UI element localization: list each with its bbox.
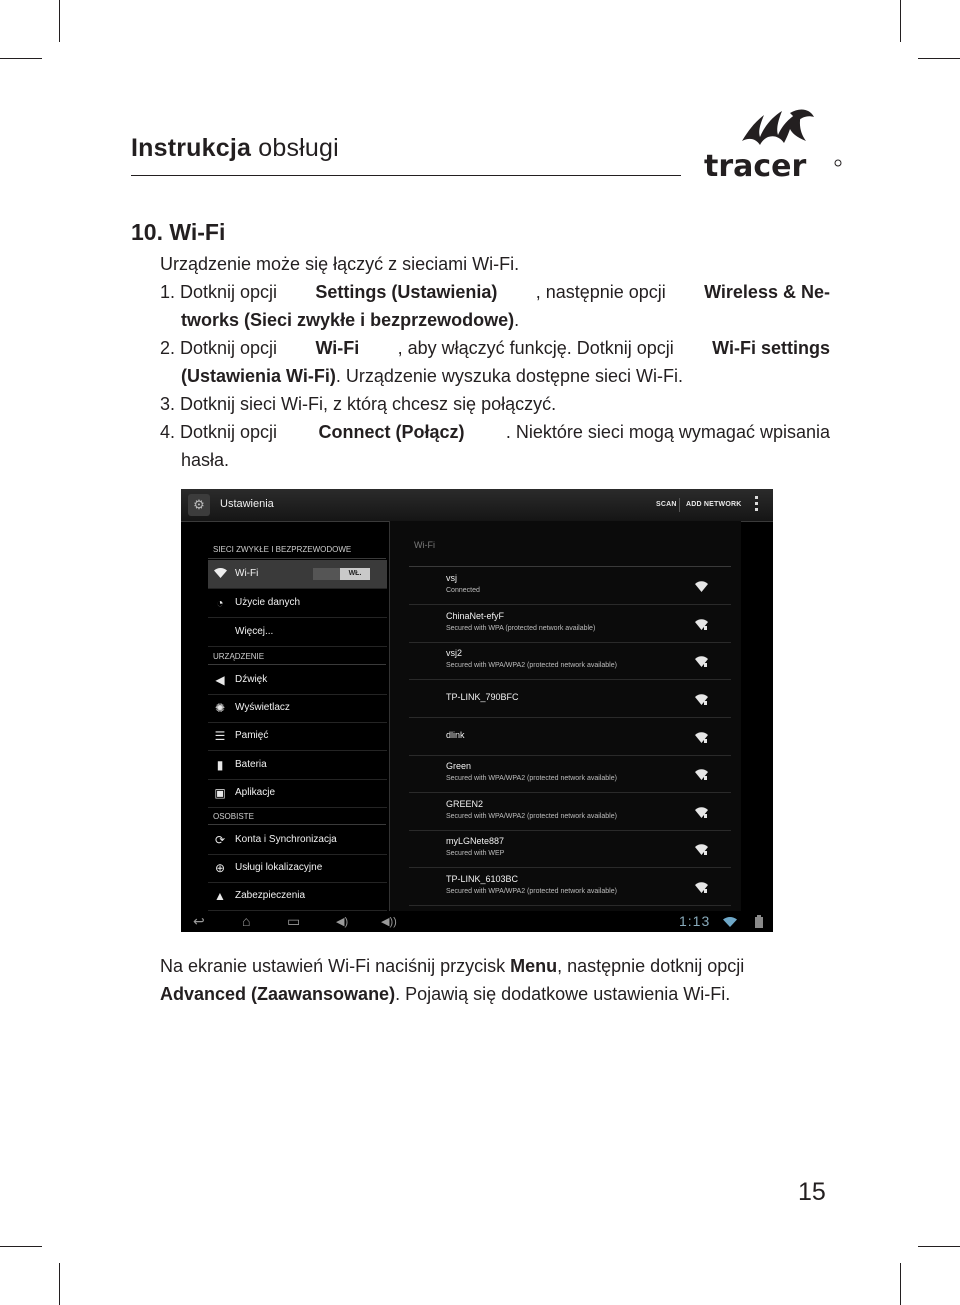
sidebar-item-label: Więcej... xyxy=(235,626,274,637)
network-status: Secured with WPA (protected network available) xyxy=(446,625,596,632)
intro-text: Urządzenie może się łączyć z sieciami Wi-Fi. xyxy=(160,254,520,274)
step-4-cont: hasła. xyxy=(181,450,230,470)
step-1-d: Wireless & Ne- xyxy=(704,282,830,302)
step-1-f: . xyxy=(514,310,520,330)
page-number: 15 xyxy=(798,1178,826,1206)
crop-mark xyxy=(918,1246,960,1247)
sidebar-item-accounts[interactable] xyxy=(208,826,387,855)
sidebar-item-display[interactable] xyxy=(208,694,387,723)
outro-menu: Menu xyxy=(510,956,558,976)
scan-button[interactable]: SCAN xyxy=(656,501,677,508)
network-name: vsj xyxy=(446,573,457,583)
sidebar-item-apps[interactable] xyxy=(208,779,387,808)
action-bar-title: Ustawienia xyxy=(220,498,274,510)
network-row[interactable] xyxy=(409,718,731,756)
brightness-icon: ✺ xyxy=(214,701,226,715)
category-personal: OSOBISTE xyxy=(213,812,254,821)
step-2-b: Wi-Fi xyxy=(315,338,360,358)
category-divider xyxy=(208,824,386,825)
sidebar-item-label: Dźwięk xyxy=(235,674,268,685)
sidebar-item-security[interactable] xyxy=(208,882,387,911)
storage-icon: ☰ xyxy=(214,729,226,743)
manual-title-bold: Instrukcja xyxy=(131,134,252,162)
sidebar-item-label: Zabezpieczenia xyxy=(235,890,306,901)
network-name: Green xyxy=(446,761,472,771)
status-battery-icon xyxy=(755,915,763,928)
crop-mark xyxy=(0,58,42,59)
step-3: 3. Dotknij sieci Wi-Fi, z którą chcesz się połączyć. xyxy=(160,394,557,414)
step-4 xyxy=(160,418,830,446)
step-1-cont xyxy=(160,306,830,334)
wifi-toggle[interactable] xyxy=(313,568,370,580)
wifi-panel xyxy=(390,521,741,911)
volume-up-icon[interactable]: ◀)) xyxy=(381,916,397,928)
brand-wordmark: tracer xyxy=(704,149,807,183)
manual-title xyxy=(131,134,339,163)
action-bar xyxy=(181,489,773,522)
settings-screenshot xyxy=(181,489,773,932)
home-icon[interactable]: ⌂ xyxy=(242,913,251,929)
section-heading: 10. Wi-Fi xyxy=(131,219,226,245)
sidebar-item-more[interactable] xyxy=(208,618,387,647)
step-2-d: Wi-Fi settings xyxy=(712,338,830,358)
network-name: GREEN2 xyxy=(446,799,484,809)
wifi-signal-icon xyxy=(695,805,708,823)
step-1-b: Settings (Ustawienia) xyxy=(315,282,498,302)
back-icon[interactable]: ↩ xyxy=(193,913,205,929)
crop-mark xyxy=(59,1263,60,1305)
step-1-c: , następnie opcji xyxy=(535,282,666,302)
step-4-a: 4. Dotknij opcji xyxy=(160,422,278,442)
action-separator xyxy=(679,498,680,512)
outro-e: . Pojawią się dodatkowe ustawienia Wi-Fi. xyxy=(395,984,731,1004)
network-status: Secured with WPA/WPA2 (protected network available) xyxy=(446,775,617,782)
network-status: Connected xyxy=(446,587,480,594)
lock-icon: ▲ xyxy=(214,889,226,903)
wifi-signal-icon xyxy=(695,842,708,860)
network-name: dlink xyxy=(446,730,465,740)
crop-mark xyxy=(900,0,901,42)
wifi-toggle-on: WŁ. xyxy=(340,568,370,580)
apps-icon: ▣ xyxy=(214,786,226,800)
network-status: Secured with WPA/WPA2 (protected network available) xyxy=(446,888,617,895)
wifi-signal-icon xyxy=(695,579,708,597)
step-2-cont xyxy=(160,362,830,390)
network-row[interactable] xyxy=(409,793,731,831)
step-1-a: 1. Dotknij opcji xyxy=(160,282,278,302)
category-wireless: SIECI ZWYKŁE I BEZPRZEWODOWE xyxy=(213,545,352,554)
sidebar-item-label: Wyświetlacz xyxy=(235,702,290,713)
network-row[interactable] xyxy=(409,605,731,643)
step-2-a: 2. Dotknij opcji xyxy=(160,338,278,358)
network-row[interactable] xyxy=(409,567,731,605)
step-2-e: (Ustawienia Wi-Fi) xyxy=(181,366,336,386)
category-divider xyxy=(208,664,386,665)
network-name: TP-LINK_790BFC xyxy=(446,692,519,702)
sidebar-item-storage[interactable] xyxy=(208,722,387,751)
overflow-menu-icon[interactable] xyxy=(755,496,758,514)
wifi-signal-icon xyxy=(695,654,708,672)
network-status: Secured with WPA/WPA2 (protected network available) xyxy=(446,662,617,669)
step-4-c: . Niektóre sieci mogą wymagać wpisania xyxy=(505,422,830,442)
wifi-signal-icon xyxy=(695,692,708,710)
sidebar-item-battery[interactable] xyxy=(208,751,387,780)
network-status: Secured with WPA/WPA2 (protected network available) xyxy=(446,813,617,820)
settings-app-icon: ⚙ xyxy=(188,494,210,516)
wifi-signal-icon xyxy=(695,767,708,785)
network-name: TP-LINK_6103BC xyxy=(446,874,519,884)
category-device: URZĄDZENIE xyxy=(213,652,265,661)
outro-line-1 xyxy=(160,952,744,980)
sync-icon: ⟳ xyxy=(214,833,226,847)
tracer-logo xyxy=(702,103,844,183)
sidebar-item-label: Aplikacje xyxy=(235,787,276,798)
step-2-c: , aby włączyć funkcję. Dotknij opcji xyxy=(397,338,674,358)
system-nav-bar xyxy=(181,911,773,932)
wifi-signal-icon xyxy=(695,617,708,635)
category-divider xyxy=(208,558,386,559)
steps-list xyxy=(160,278,830,474)
add-network-button[interactable]: ADD NETWORK xyxy=(686,501,742,508)
network-name: ChinaNet-efyF xyxy=(446,611,505,621)
network-row[interactable] xyxy=(409,868,731,906)
outro-a: Na ekranie ustawień Wi-Fi naciśnij przycisk xyxy=(160,956,511,976)
network-name: vsj2 xyxy=(446,648,463,658)
wifi-panel-title: Wi-Fi xyxy=(414,540,435,550)
network-row[interactable] xyxy=(409,755,731,793)
crop-mark xyxy=(59,0,60,42)
step-2-f: . Urządzenie wyszuka dostępne sieci Wi-Fi. xyxy=(335,366,683,386)
crop-mark xyxy=(0,1246,42,1247)
recent-apps-icon[interactable]: ▭ xyxy=(287,913,301,929)
location-icon: ⊕ xyxy=(214,861,226,875)
manual-title-light: obsługi xyxy=(258,134,339,162)
volume-down-icon[interactable]: ◀) xyxy=(336,916,349,928)
step-1-e: tworks (Sieci zwykłe i bezprzewodowe) xyxy=(181,310,515,330)
crop-mark xyxy=(900,1263,901,1305)
network-row[interactable] xyxy=(409,680,731,718)
network-row[interactable] xyxy=(409,642,731,680)
speaker-icon: ◀ xyxy=(215,673,225,687)
sidebar-item-wifi[interactable] xyxy=(208,560,387,589)
outro-c: , następnie dotknij opcji xyxy=(557,956,745,976)
step-1 xyxy=(160,278,830,306)
step-4-b: Connect (Połącz) xyxy=(318,422,465,442)
sidebar-item-label: Wi-Fi xyxy=(235,568,259,579)
settings-sidebar xyxy=(208,521,388,911)
status-clock: 1:13 xyxy=(679,913,711,929)
wifi-signal-icon xyxy=(695,730,708,748)
sidebar-item-data-usage[interactable] xyxy=(208,589,387,618)
battery-icon: ▮ xyxy=(216,758,224,772)
data-usage-icon: ◔ xyxy=(216,596,224,610)
network-name: myLGNete887 xyxy=(446,836,505,846)
crop-mark xyxy=(918,58,960,59)
sidebar-item-location[interactable] xyxy=(208,854,387,883)
wifi-icon xyxy=(213,567,227,581)
sidebar-item-label: Pamięć xyxy=(235,730,269,741)
outro-advanced: Advanced (Zaawansowane) xyxy=(160,984,396,1004)
sidebar-item-label: Usługi lokalizacyjne xyxy=(235,862,323,873)
network-status: Secured with WEP xyxy=(446,850,505,857)
sidebar-item-sound[interactable] xyxy=(208,666,387,695)
header-rule xyxy=(131,175,681,176)
outro-line-2 xyxy=(160,980,730,1008)
sidebar-item-label: Konta i Synchronizacja xyxy=(235,834,337,845)
wifi-signal-icon xyxy=(695,880,708,898)
sidebar-item-label: Użycie danych xyxy=(235,597,301,608)
status-wifi-icon xyxy=(723,917,737,927)
network-row[interactable] xyxy=(409,830,731,868)
sidebar-item-label: Bateria xyxy=(235,759,267,770)
step-2 xyxy=(160,334,830,362)
